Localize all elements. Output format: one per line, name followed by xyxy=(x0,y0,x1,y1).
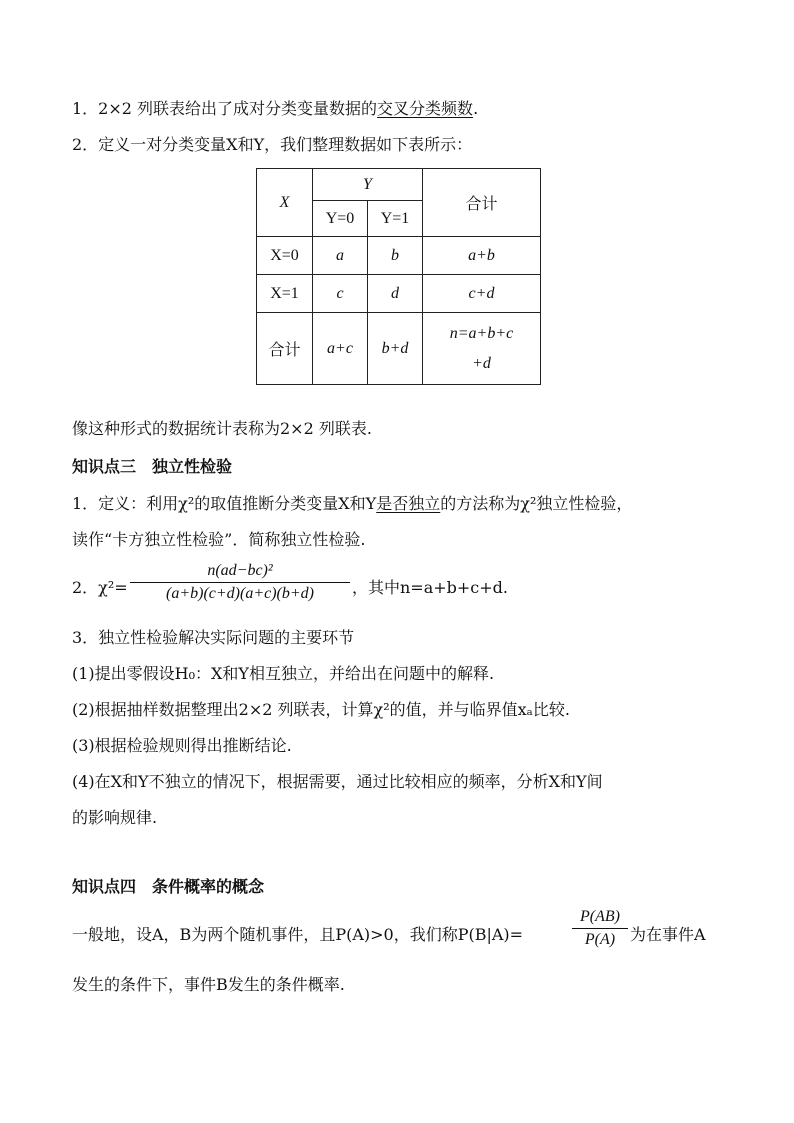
cell-line: +d xyxy=(472,354,491,372)
cell: a+c xyxy=(313,313,368,385)
conditional-prob-fraction xyxy=(572,908,628,949)
table-row xyxy=(257,275,541,313)
paragraph-12: 的影响规律. xyxy=(72,808,158,827)
cell: a+b xyxy=(423,237,541,275)
cell: b+d xyxy=(368,313,423,385)
header-y: Y xyxy=(313,169,423,201)
text: . xyxy=(473,99,479,118)
cell: X=0 xyxy=(257,237,313,275)
conditional-prob-suffix: 为在事件A xyxy=(630,925,706,944)
cell xyxy=(423,313,541,385)
text: 1．定义：利用χ²的取值推断分类变量X和Y xyxy=(72,494,377,513)
table-row xyxy=(257,237,541,275)
text: 1．2×2 列联表给出了成对分类变量数据的 xyxy=(72,99,378,118)
cell: c xyxy=(313,275,368,313)
fraction-denominator: (a+b)(c+d)(a+c)(b+d) xyxy=(165,585,314,602)
fraction-numerator: P(AB) xyxy=(580,908,620,925)
paragraph-7: 3．独立性检验解决实际问题的主要环节 xyxy=(72,628,355,647)
cell-line: n=a+b+c xyxy=(449,324,514,342)
cell: 合计 xyxy=(257,313,313,385)
header-x: X xyxy=(257,169,313,237)
cell: b xyxy=(368,237,423,275)
paragraph-3: 像这种形式的数据统计表称为2×2 列联表. xyxy=(72,419,372,438)
cell: X=1 xyxy=(257,275,313,313)
underlined-term: 是否独立 xyxy=(376,494,441,513)
chi-square-suffix: ，其中n=a+b+c+d. xyxy=(352,578,509,597)
fraction-numerator: n(ad−bc)² xyxy=(207,562,273,579)
paragraph-4 xyxy=(72,493,632,515)
cell: c+d xyxy=(423,275,541,313)
cell: a xyxy=(313,237,368,275)
header-total: 合计 xyxy=(423,169,541,237)
section-heading-4: 知识点四 条件概率的概念 xyxy=(72,877,265,896)
fraction-denominator: P(A) xyxy=(584,931,616,948)
paragraph-10: (3)根据检验规则得出推断结论. xyxy=(72,736,292,755)
header-y0: Y=0 xyxy=(313,201,368,237)
table-row xyxy=(257,313,541,385)
paragraph-1 xyxy=(72,98,478,120)
paragraph-14: 发生的条件下，事件B发生的条件概率. xyxy=(72,975,345,994)
fraction-bar xyxy=(130,582,350,583)
paragraph-9: (2)根据抽样数据整理出2×2 列联表，计算χ²的值，并与临界值xₐ比较. xyxy=(72,700,570,719)
paragraph-5: 读作“卡方独立性检验”．简称独立性检验. xyxy=(72,530,366,549)
underlined-term: 交叉分类频数 xyxy=(377,99,474,118)
header-y1: Y=1 xyxy=(368,201,423,237)
section-heading-3: 知识点三 独立性检验 xyxy=(72,457,233,476)
cell: d xyxy=(368,275,423,313)
paragraph-2: 2．定义一对分类变量X和Y，我们整理数据如下表所示： xyxy=(72,135,473,154)
paragraph-11: (4)在X和Y不独立的情况下，根据需要，通过比较相应的频率，分析X和Y间 xyxy=(72,772,603,791)
fraction-bar xyxy=(572,928,628,929)
contingency-table xyxy=(256,168,541,385)
conditional-prob-prefix: 一般地，设A，B为两个随机事件，且P(A)>0，我们称P(B|A)= xyxy=(72,925,524,944)
paragraph-8: (1)提出零假设H₀：X和Y相互独立，并给出在问题中的解释. xyxy=(72,664,495,683)
text: 的方法称为χ²独立性检验， xyxy=(440,494,633,513)
chi-square-prefix: 2．χ²= xyxy=(72,578,128,597)
chi-square-fraction xyxy=(130,562,350,603)
